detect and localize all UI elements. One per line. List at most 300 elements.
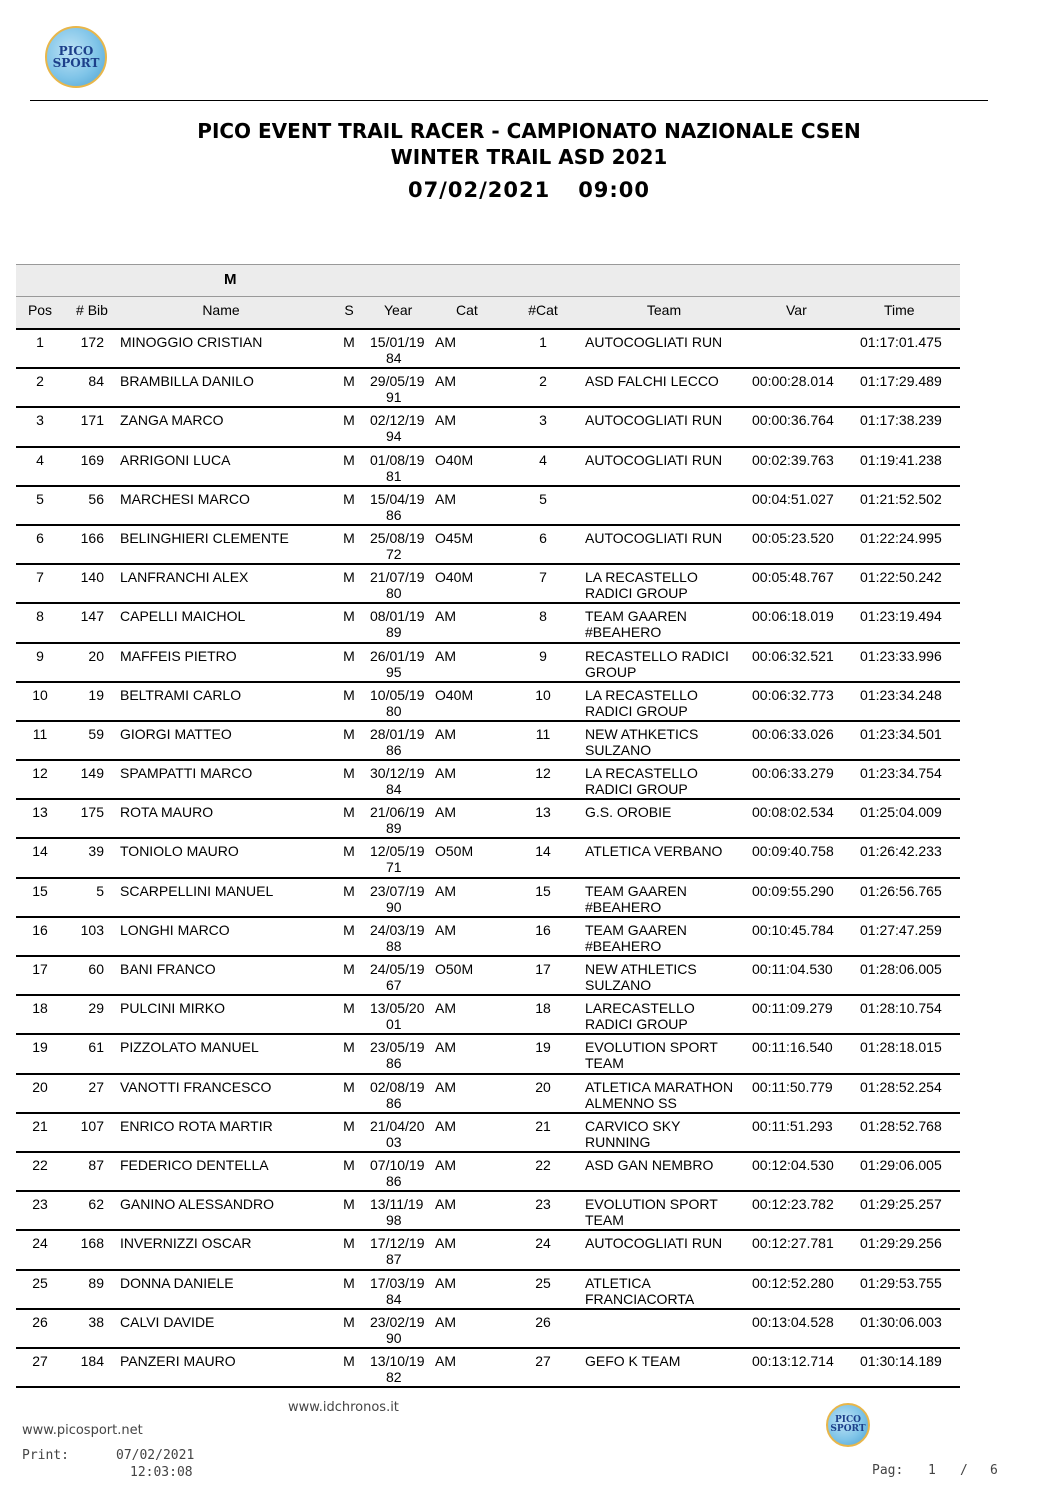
table-header [16,296,960,330]
cell-cat: AM [435,1000,456,1017]
cell-name: BELTRAMI CARLO [120,686,242,703]
cell-year [370,961,424,993]
pico-sport-logo-footer [826,1403,870,1447]
cell-bib: 166 [80,529,104,546]
cell-sex: M [343,1117,355,1134]
cell-cat-rank: 15 [535,882,551,899]
cell-gap: 00:12:23.782 [752,1196,834,1213]
cell-bib: 19 [88,686,104,703]
cell-pos: 17 [32,961,48,977]
cell-year [370,1314,424,1346]
cell-year-date: 25/08/19 [370,529,425,546]
cell-gap: 00:00:28.014 [752,373,834,390]
cell-year-suffix: 88 [386,937,402,954]
col-sex: S [344,302,354,318]
table-row [16,1192,960,1231]
cell-year-date: 24/03/19 [370,921,425,938]
cell-time: 01:17:38.239 [860,412,942,429]
cell-year-date: 21/07/19 [370,569,425,586]
cell-name: BRAMBILLA DANILO [120,373,254,390]
cell-pos: 18 [32,1000,48,1017]
cell-cat: AM [435,1235,456,1252]
cell-year-suffix: 89 [386,820,402,837]
cell-cat-rank: 12 [535,765,551,782]
cell-year [370,412,424,444]
cell-cat: AM [435,725,456,742]
cell-year-suffix: 80 [386,702,402,719]
cell-bib: 39 [88,843,104,860]
table-row [16,565,960,604]
cell-cat-rank: 21 [535,1117,551,1134]
cell-cat: AM [435,373,456,390]
cell-bib: 171 [80,412,104,429]
cell-time: 01:28:52.768 [860,1117,942,1134]
col-bib: # Bib [76,302,108,318]
cell-year [370,1039,424,1071]
cell-pos: 23 [32,1196,48,1213]
table-row [16,683,960,722]
cell-pos: 2 [36,373,44,390]
table-row [16,800,960,839]
cell-gap: 00:11:04.530 [752,961,833,977]
cell-pos: 14 [32,843,48,860]
cell-bib: 62 [88,1196,104,1213]
cell-pos: 11 [32,725,48,742]
cell-year-suffix: 72 [386,545,402,562]
page-separator: / [960,1463,968,1478]
cell-gap: 00:13:04.528 [752,1313,834,1330]
cell-bib: 27 [88,1078,104,1095]
cell-sex: M [343,1078,355,1095]
cell-sex: M [343,529,355,546]
website-link: www.picosport.net [22,1423,143,1438]
cell-pos: 25 [32,1274,48,1291]
cell-sex: M [343,1352,355,1369]
cell-name: BANI FRANCO [120,961,216,977]
cell-time: 01:26:56.765 [860,882,942,899]
cell-gap: 00:11:09.279 [752,1000,833,1017]
cell-time: 01:17:29.489 [860,373,942,390]
cell-sex: M [343,961,355,977]
cell-year-suffix: 03 [386,1133,402,1150]
cell-name: VANOTTI FRANCESCO [120,1078,272,1095]
cell-cat: AM [435,1352,456,1369]
cell-year [370,687,424,719]
cell-time: 01:25:04.009 [860,804,942,821]
cell-sex: M [343,1274,355,1291]
cell-year [370,1000,424,1032]
cell-pos: 9 [36,647,44,664]
cell-year [370,373,424,405]
table-row [16,604,960,643]
cell-team: AUTOCOGLIATI RUN [585,412,723,429]
cell-name: LONGHI MARCO [120,921,230,938]
col-year: Year [384,302,413,318]
cell-time: 01:28:18.015 [860,1039,942,1056]
cell-sex: M [343,373,355,390]
cell-team: AUTOCOGLIATI RUN [585,451,723,468]
cell-bib: 56 [88,490,104,507]
cell-year [370,765,424,797]
cell-year-date: 24/05/19 [370,961,425,977]
cell-cat-rank: 8 [539,608,547,625]
cell-gap: 00:06:33.026 [752,725,834,742]
table-row [16,487,960,526]
cell-sex: M [343,647,355,664]
cell-sex: M [343,608,355,625]
cell-pos: 20 [32,1078,48,1095]
cell-cat: O40M [435,686,474,703]
cell-time: 01:17:01.475 [860,334,942,350]
cell-year [370,648,424,680]
event-time: 09:00 [578,178,651,202]
cell-sex: M [343,882,355,899]
cell-cat-rank: 27 [535,1352,551,1369]
cell-year-date: 13/11/19 [370,1196,424,1213]
col-cat: Cat [456,302,478,318]
cell-cat-rank: 11 [535,725,551,742]
cell-name: LANFRANCHI ALEX [120,569,249,586]
cell-name: MAFFEIS PIETRO [120,647,237,664]
cell-cat-rank: 10 [535,686,551,703]
cell-year-suffix: 71 [386,859,402,876]
cell-gap: 00:11:50.779 [752,1078,833,1095]
cell-name: INVERNIZZI OSCAR [120,1235,252,1252]
cell-year [370,1235,424,1267]
cell-sex: M [343,804,355,821]
cell-bib: 29 [88,1000,104,1017]
cell-sex: M [343,569,355,586]
cell-pos: 4 [36,451,44,468]
cell-pos: 3 [36,412,44,429]
cell-year [370,1196,424,1228]
cell-time: 01:23:33.996 [860,647,942,664]
cell-team: NEW ATHLETICS SULZANO [585,961,697,993]
cell-pos: 13 [32,804,48,821]
cell-cat-rank: 3 [539,412,547,429]
cell-name: ENRICO ROTA MARTIR [120,1117,273,1134]
cell-year-suffix: 84 [386,350,402,366]
cell-team: ASD FALCHI LECCO [585,373,719,390]
cell-name: MARCHESI MARCO [120,490,250,507]
cell-time: 01:22:24.995 [860,529,942,546]
cell-cat: AM [435,921,456,938]
cell-cat-rank: 25 [535,1274,551,1291]
cell-year-suffix: 84 [386,781,402,798]
table-row [16,957,960,996]
cell-cat: AM [435,1117,456,1134]
cell-bib: 149 [80,765,104,782]
cell-gap: 00:12:52.280 [752,1274,834,1291]
cell-gap: 00:06:32.521 [752,647,834,664]
cell-year-suffix: 94 [386,428,402,445]
cell-cat-rank: 23 [535,1196,551,1213]
cell-team: NEW ATHKETICS SULZANO [585,725,699,758]
cell-team: TEAM GAAREN #BEAHERO [585,608,687,641]
cell-name: PIZZOLATO MANUEL [120,1039,259,1056]
cell-pos: 16 [32,921,48,938]
cell-team: AUTOCOGLIATI RUN [585,1235,723,1252]
cell-year-suffix: 67 [386,977,402,993]
table-row [16,722,960,761]
cell-gap: 00:08:02.534 [752,804,834,821]
table-body [16,330,960,1388]
cell-name: ARRIGONI LUCA [120,451,231,468]
cell-name: CALVI DAVIDE [120,1313,215,1330]
cell-bib: 59 [88,725,104,742]
cell-time: 01:29:06.005 [860,1156,942,1173]
cell-pos: 5 [36,490,44,507]
cell-cat: O45M [435,529,474,546]
cell-gap: 00:05:23.520 [752,529,834,546]
results-table [16,296,960,1388]
cell-team: GEFO K TEAM [585,1352,681,1369]
cell-year-date: 07/10/19 [370,1156,425,1173]
cell-bib: 168 [80,1235,104,1252]
cell-year-date: 15/01/19 [370,334,425,350]
cell-bib: 38 [88,1313,104,1330]
cell-team: G.S. OROBIE [585,804,672,821]
cell-cat: AM [435,1274,456,1291]
cell-name: MINOGGIO CRISTIAN [120,334,263,350]
cell-cat: O40M [435,569,474,586]
cell-year-suffix: 01 [386,1016,402,1033]
page-label: Pag: [872,1463,904,1478]
cell-sex: M [343,1039,355,1056]
cell-gap: 00:05:48.767 [752,569,834,586]
table-row [16,526,960,565]
cell-team: EVOLUTION SPORT TEAM [585,1196,718,1229]
cell-team: LA RECASTELLO RADICI GROUP [585,569,698,602]
event-datetime [0,177,1058,203]
cell-sex: M [343,1156,355,1173]
cell-cat: AM [435,882,456,899]
cell-sex: M [343,725,355,742]
logo-text-line1: PICO [835,1415,861,1425]
logo-text-line2: SPORT [830,1424,866,1434]
cell-name: SCARPELLINI MANUEL [120,882,274,899]
cell-cat-rank: 13 [535,804,551,821]
pico-sport-logo [45,26,107,88]
table-row [16,839,960,878]
cell-cat-rank: 14 [535,843,551,860]
cell-pos: 8 [36,608,44,625]
header-divider [30,100,988,101]
cell-year-suffix: 91 [386,389,402,406]
cell-pos: 24 [32,1235,48,1252]
cell-year [370,1079,424,1111]
cell-pos: 7 [36,569,44,586]
cell-gap: 00:09:40.758 [752,843,834,860]
cell-cat-rank: 2 [539,373,547,390]
cell-time: 01:23:19.494 [860,608,942,625]
cell-bib: 184 [80,1352,104,1369]
cell-cat: O50M [435,843,474,860]
cell-bib: 172 [80,334,104,350]
print-date: 07/02/2021 [116,1448,195,1463]
cell-time: 01:26:42.233 [860,843,942,860]
cell-year [370,1118,424,1150]
cell-gap: 00:00:36.764 [752,412,834,429]
cell-year-date: 30/12/19 [370,765,425,782]
col-gap: Var [786,302,807,318]
table-row [16,1231,960,1270]
cell-year [370,1275,424,1307]
cell-team: LA RECASTELLO RADICI GROUP [585,686,698,719]
cell-cat: AM [435,412,456,429]
table-row [16,761,960,800]
cell-year-suffix: 84 [386,1290,402,1307]
cell-sex: M [343,412,355,429]
cell-bib: 169 [80,451,104,468]
cell-time: 01:22:50.242 [860,569,942,586]
cell-time: 01:30:06.003 [860,1313,942,1330]
cell-gap: 00:11:16.540 [752,1039,833,1056]
cell-cat-rank: 4 [539,451,547,468]
cell-year-date: 01/08/19 [370,451,425,468]
cell-year [370,334,424,366]
cell-team: ATLETICA VERBANO [585,843,723,860]
cell-team: AUTOCOGLIATI RUN [585,529,723,546]
cell-gap: 00:09:55.290 [752,882,834,899]
cell-time: 01:23:34.501 [860,725,942,742]
table-row [16,996,960,1035]
cell-year-date: 17/03/19 [370,1274,425,1291]
cell-gap: 00:12:27.781 [752,1235,834,1252]
cell-year-date: 21/06/19 [370,804,425,821]
col-cat-rank: #Cat [528,302,558,318]
cell-gap: 00:02:39.763 [752,451,834,468]
cell-cat: AM [435,804,456,821]
cell-cat-rank: 20 [535,1078,551,1095]
cell-pos: 10 [32,686,48,703]
cell-team: TEAM GAAREN #BEAHERO [585,882,687,915]
cell-bib: 140 [80,569,104,586]
cell-cat-rank: 1 [539,334,547,350]
cell-time: 01:27:47.259 [860,921,942,938]
event-title-line1: PICO EVENT TRAIL RACER - CAMPIONATO NAZIONALE CSEN [197,119,861,143]
logo-text-line1: PICO [58,44,94,58]
cell-year-suffix: 90 [386,1329,402,1346]
cell-year-date: 10/05/19 [370,686,425,703]
cell-sex: M [343,1196,355,1213]
cell-cat: AM [435,1196,456,1213]
cell-sex: M [343,451,355,468]
cell-name: ZANGA MARCO [120,412,224,429]
cell-pos: 15 [32,882,48,899]
cell-sex: M [343,1235,355,1252]
cell-name: CAPELLI MAICHOL [120,608,246,625]
cell-year-suffix: 86 [386,1172,402,1189]
cell-cat: AM [435,1313,456,1330]
cell-bib: 87 [88,1156,104,1173]
cell-sex: M [343,686,355,703]
cell-time: 01:28:06.005 [860,961,942,977]
cell-name: ROTA MAURO [120,804,214,821]
cell-year [370,530,424,562]
cell-year-suffix: 89 [386,624,402,641]
cell-year-suffix: 86 [386,1055,402,1072]
cell-pos: 27 [32,1352,48,1369]
cell-time: 01:30:14.189 [860,1352,942,1369]
cell-name: PULCINI MIRKO [120,1000,226,1017]
cell-year-date: 23/05/19 [370,1039,425,1056]
col-name: Name [202,302,240,318]
cell-year-date: 17/12/19 [370,1235,425,1252]
cell-gap: 00:06:18.019 [752,608,834,625]
col-pos: Pos [27,302,53,318]
cell-pos: 26 [32,1313,48,1330]
cell-gap: 00:04:51.027 [752,490,834,507]
cell-name: DONNA DANIELE [120,1274,234,1291]
cell-team: EVOLUTION SPORT TEAM [585,1039,718,1072]
cell-team: AUTOCOGLIATI RUN [585,334,723,350]
table-row [16,408,960,447]
cell-cat: AM [435,334,456,350]
cell-cat-rank: 22 [535,1156,551,1173]
cell-time: 01:21:52.502 [860,490,942,507]
cell-name: SPAMPATTI MARCO [120,765,253,782]
cell-year-suffix: 87 [386,1251,402,1268]
cell-team: TEAM GAAREN #BEAHERO [585,921,687,954]
cell-year-date: 13/10/19 [370,1352,425,1369]
cell-cat: AM [435,1078,456,1095]
table-row [16,448,960,487]
cell-year [370,569,424,601]
cell-team: LA RECASTELLO RADICI GROUP [585,765,698,798]
table-row [16,1153,960,1192]
table-row [16,644,960,683]
cell-year-suffix: 86 [386,506,402,523]
cell-name: TONIOLO MAURO [120,843,239,860]
cell-time: 01:29:29.256 [860,1235,942,1252]
cell-bib: 89 [88,1274,104,1291]
cell-year-suffix: 80 [386,585,402,602]
cell-gap: 00:06:32.773 [752,686,834,703]
gender-section-header [16,264,960,296]
cell-cat-rank: 17 [535,961,551,977]
cell-bib: 175 [80,804,104,821]
cell-sex: M [343,334,355,350]
cell-bib: 20 [88,647,104,664]
page-current: 1 [928,1463,936,1478]
cell-bib: 107 [80,1117,104,1134]
cell-gap: 00:12:04.530 [752,1156,834,1173]
cell-cat: AM [435,490,456,507]
cell-year-suffix: 98 [386,1212,402,1229]
cell-year-suffix: 81 [386,467,402,484]
event-date: 07/02/2021 [407,178,551,202]
logo-text-line2: SPORT [52,56,100,70]
cell-year-date: 15/04/19 [370,490,425,507]
cell-pos: 6 [36,529,44,546]
cell-year-date: 23/07/19 [370,882,425,899]
cell-bib: 60 [88,961,104,977]
cell-cat: AM [435,1039,456,1056]
cell-year [370,1353,424,1385]
cell-year [370,726,424,758]
cell-bib: 5 [96,882,104,899]
cell-sex: M [343,1000,355,1017]
cell-sex: M [343,765,355,782]
cell-bib: 103 [80,921,104,938]
cell-cat-rank: 26 [535,1313,551,1330]
cell-cat: AM [435,765,456,782]
cell-cat-rank: 6 [539,529,547,546]
cell-cat-rank: 7 [539,569,547,586]
cell-year [370,804,424,836]
cell-name: GANINO ALESSANDRO [120,1196,275,1213]
